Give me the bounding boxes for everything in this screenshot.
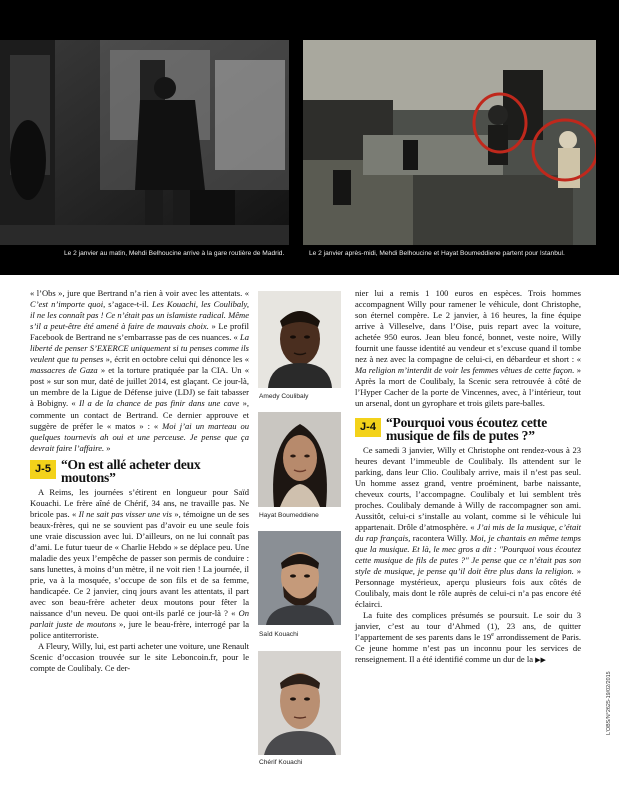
portrait-image <box>258 291 341 388</box>
portrait-image <box>258 531 341 625</box>
portrait-label: Hayat Boumeddiene <box>259 512 319 519</box>
section-title: “On est allé acheter deux moutons” <box>61 456 201 485</box>
photo-madrid-bus-station <box>0 40 289 245</box>
continue-arrow-icon: ▶▶ <box>535 656 546 665</box>
portrait-label: Saïd Kouachi <box>259 631 299 638</box>
article-column-left <box>30 288 249 675</box>
portrait-image <box>258 412 341 507</box>
section-heading-j5 <box>30 458 249 484</box>
cctv-image-left <box>0 40 289 245</box>
portrait-label: Amedy Coulibaly <box>259 393 309 400</box>
photo-caption-right: Le 2 janvier après-midi, Mehdi Belhoucine et Hayat Boumeddiene partent pour Istanbul. <box>309 250 565 257</box>
section-heading-j4 <box>355 416 581 442</box>
paragraph: Ce samedi 3 janvier, Willy et Christophe ont rendez-vous à 23 heures devant l’immeuble de Coulibaly. Ils attendent sur le parking, dans leur Clio. Coulibaly arrive, mais il n’est pas seul. Un homme assez grand, ventre proéminent, barbe naissante, cheveux courts, l’accompagne. Coulibaly et lui semblent très proches. Coulibaly demande à Willy de raccompagner son ami. Aussitôt, celui-ci s’installe au volant, comme si le véhicule lui appartenait. Drôle d’atmosphère. « J’ai mis de la musique, c’était du rap français, racontera Willy. Moi, je chantais en même temps que la musique. Et là, le mec gros a dit : "Pourquoi vous écoutez cette musique de fils de putes ?" Je pense que ce n’était pas son style de musique, je pense qu’il doit être plus dans la religion. » Personnage mystérieux, aperçu plusieurs fois aux côtés de Coulibaly, mais dont le rôle auprès de celui-ci n’a pas encore été éclairci. <box>355 444 581 610</box>
day-tag: J-4 <box>355 418 381 437</box>
cctv-image-right <box>303 40 596 245</box>
portrait-amedy-coulibaly <box>258 291 341 388</box>
paragraph: A Fleury, Willy, lui, est parti acheter une voiture, une Renault Scenic d’occasion trouvée sur le site Leboncoin.fr, pour le compte de Coulibaly. Ce der- <box>30 641 249 674</box>
portrait-cherif-kouachi <box>258 651 341 755</box>
day-tag: J-5 <box>30 460 56 479</box>
portrait-label: Chérif Kouachi <box>259 759 303 766</box>
portrait-hayat-boumeddiene <box>258 412 341 507</box>
page-folio: L’OBS/N°2625-19/02/2015 <box>606 671 612 735</box>
paragraph: « l’Obs », jure que Bertrand n’a rien à voir avec les attentats. « C’est n’importe quoi, s’agace-t-il. Les Kouachi, les Coulibaly, il ne les connaît pas ! Ce n’était pas un islamiste radical. Même s’il a peut-être été amené à faire de mauvais choix. » Le profil Facebook de Bertrand ne s’embarrasse pas de ces nuances. « La liberté de penser S’EXERCE uniquement si tu penses comme ils veulent que tu penses », écrit en octobre celui qui dénonce les « massacres de Gaza » et la torture pratiquée par la CIA. Un « post » sur son mur, daté de juillet 2014, est glaçant. Ce jour-là, un membre de la Ligue de Défense juive (LDJ) se fait tabasser à Bobigny. « Il a de la chance de pas finir dans une cave », commente un contact de Bertrand. Ce dernier approuve et suggère de préfer le « matos » : « Moi j’ai un marteau ou quelques tournevis ah oui et une perceuse. Je pense que ça devrait faire l’affaire. » <box>30 288 250 453</box>
portrait-image <box>258 651 341 755</box>
photo-caption-left: Le 2 janvier au matin, Mehdi Belhoucine arrive à la gare routière de Madrid. <box>64 250 285 257</box>
paragraph: nier lui a remis 1 100 euros en espèces. Trois hommes accompagnent Willy pour ramener le véhicule, dont Christophe, son éternel compère. Le 2 janvier, à 16 heures, la fine équipe arrive à Villeselve, dans l’Oise, puis repart avec la voiture, achetée 950 euros. Jean bleu foncé, bonnet, veste noire, Willy fournit une fausse identité au vendeur et s’excuse quand il tombe nez à nez avec la compagne de celui-ci, en débardeur et short : « Ma religion m’interdit de voir les femmes vêtues de cette façon. » Après la mort de Coulibaly, la Scenic sera retrouvée à côté de l’Hyper Cacher de la porte de Vincennes, avec, à l’intérieur, tout un arsenal, dont un gyrophare et trois gilets pare-balles. <box>355 288 581 409</box>
section-title: “Pourquoi vous écoutez cette musique de fils de putes ?” <box>386 414 547 443</box>
photo-istanbul-departure <box>303 40 596 245</box>
article-column-right <box>355 288 581 666</box>
paragraph: A Reims, les journées s’étirent en longueur pour Saïd Kouachi. Le frère aîné de Chérif, 34 ans, ne travaille pas. Ne bricole pas. « Il ne sait pas visser une vis », témoigne un de ses beaux-frères, qui ne se souvient pas d’avoir eu une seule fois une vraie discussion avec lui. D’ailleurs, on ne lui connaît pas d’ami. Le futur tueur de « Charlie Hebdo » se déplace peu. Une maladie des yeux l’empêche de passer son permis de conduire : sans lunettes, à moins d’un mètre, il ne voit rien ! La journée, il prie, va à la mosquée, s’occupe de son fils et de sa femme, handicapée. Ce 2 janvier, cinq jours avant les attentats, il part avec son beau-frère acheter deux moutons pour fêter la naissance d’un neveu. De quoi ont-ils parlé ce jour-là ? « On parlait juste de moutons », jure le beau-frère, interrogé par la police antiterroriste. <box>30 486 250 641</box>
portrait-said-kouachi <box>258 531 341 625</box>
paragraph: La fuite des complices présumés se poursuit. Le soir du 3 janvier, c’est au tour d’Ahmed (1), 23 ans, de quitter l’appartement de ses parents dans le 19e arrondissement de Paris. Ce jeune homme n’est pas un inconnu pour les services de renseignement. Il a été identifié comme un dur de la ▶▶ <box>355 610 581 665</box>
